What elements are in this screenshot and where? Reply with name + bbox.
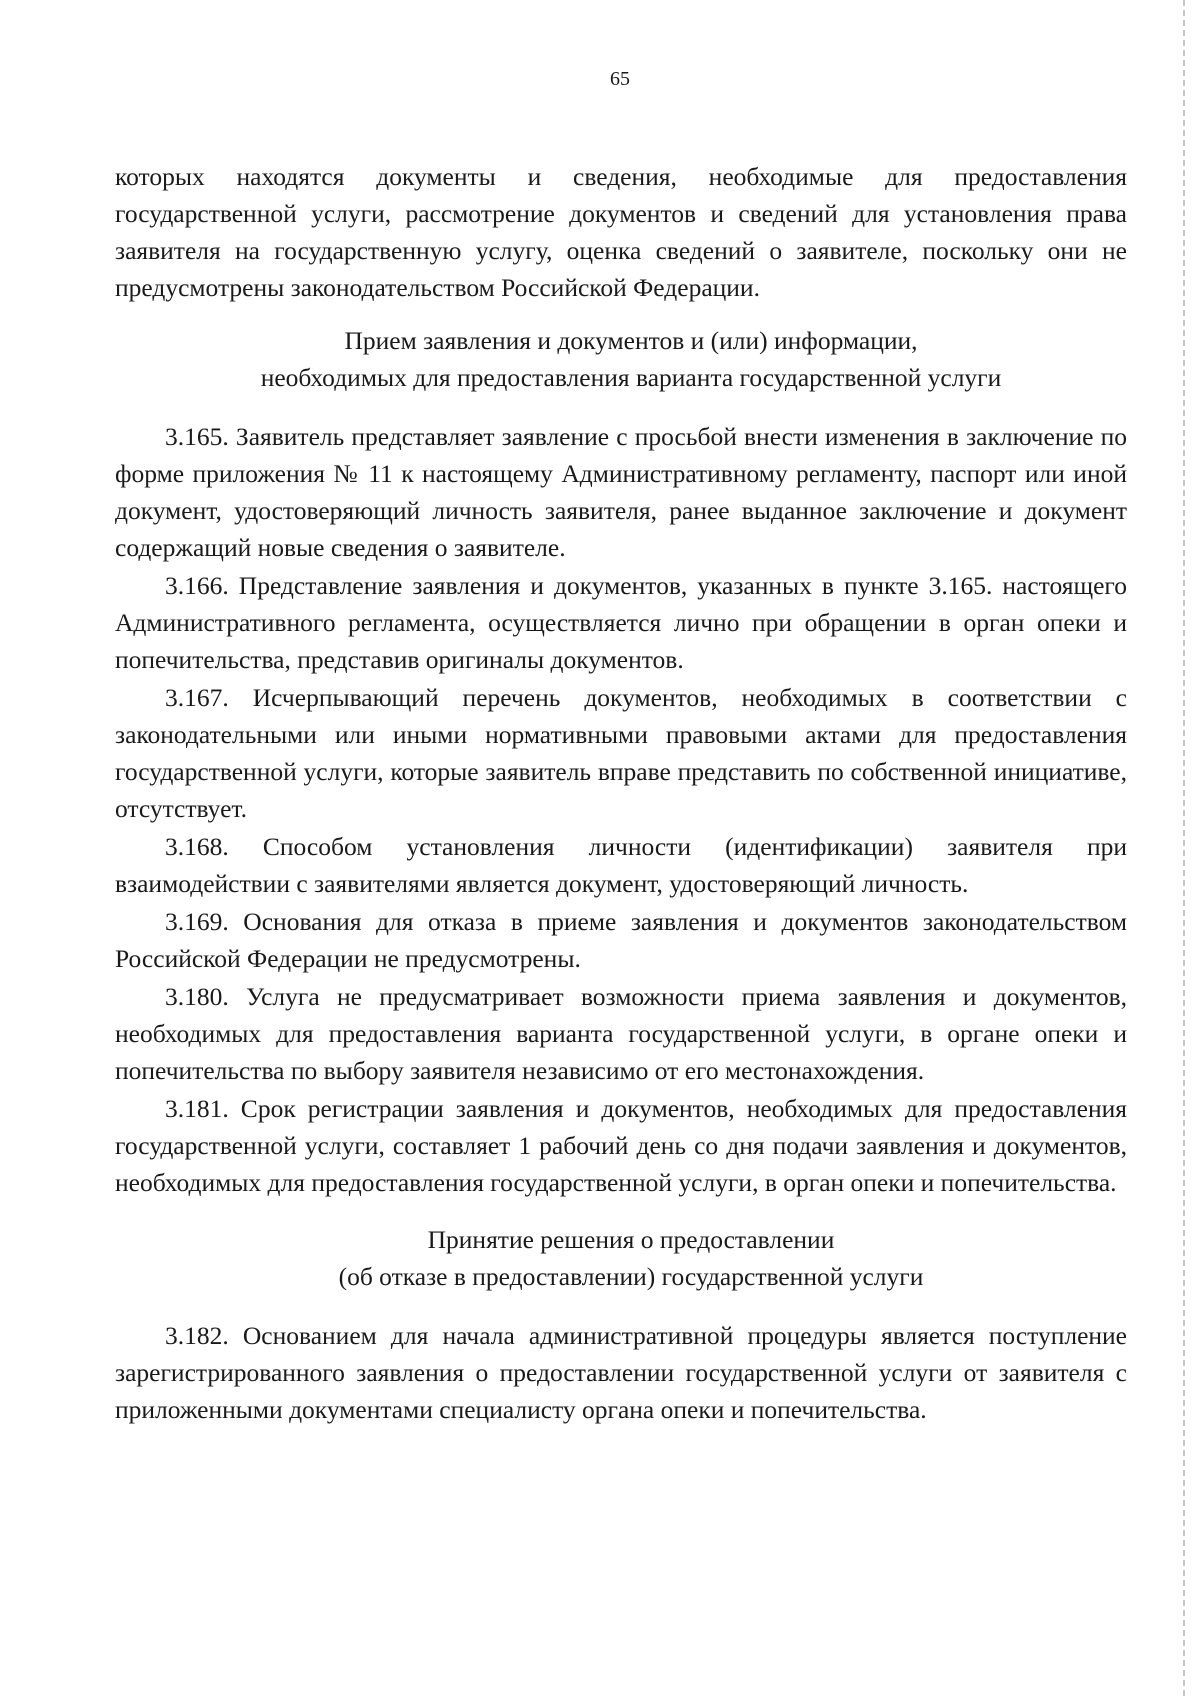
paragraph-3-180: 3.180. Услуга не предусматривает возможности приема заявления и документов, необходимых для предоставления варианта государственной услуги, в органе опеки и попечительства по выбору заявителя независимо от его местонахождения. bbox=[115, 982, 1127, 1085]
section-heading-line: Прием заявления и документов и (или) информации, bbox=[344, 326, 918, 355]
scan-edge-line bbox=[1183, 0, 1185, 1696]
section-heading-line: (об отказе в предоставлении) государственной услуги bbox=[338, 1262, 924, 1291]
document-body bbox=[115, 158, 1127, 1429]
paragraph-3-168: 3.168. Способом установления личности (идентификации) заявителя при взаимодействии с заявителями является документ, удостоверяющий личность. bbox=[115, 832, 1127, 898]
paragraph-3-182: 3.182. Основанием для начала административной процедуры является поступление зарегистрированного заявления о предоставлении государственной услуги от заявителя с приложенными документами специалисту органа опеки и попечительства. bbox=[115, 1321, 1127, 1424]
paragraph-3-166: 3.166. Представление заявления и документов, указанных в пункте 3.165. настоящего Административного регламента, осуществляется лично при обращении в орган опеки и попечительства, представив оригиналы документов. bbox=[115, 571, 1127, 674]
paragraph-3-165: 3.165. Заявитель представляет заявление с просьбой внести изменения в заключение по форме приложения № 11 к настоящему Административному регламенту, паспорт или иной документ, удостоверяющий личность заявителя, ранее выданное заключение и документ содержащий новые сведения о заявителе. bbox=[115, 422, 1127, 562]
paragraph-3-167: 3.167. Исчерпывающий перечень документов, необходимых в соответствии с законодательными или иными нормативными правовыми актами для предоставления государственной услуги, которые заявитель вправе представить по собственной инициативе, отсутствует. bbox=[115, 683, 1127, 823]
section-heading-decision bbox=[115, 1221, 1127, 1295]
section-heading-line: Принятие решения о предоставлении bbox=[427, 1225, 835, 1254]
paragraph-3-169: 3.169. Основания для отказа в приеме заявления и документов законодательством Российской Федерации не предусмотрены. bbox=[115, 907, 1127, 973]
section-heading-reception bbox=[115, 322, 1127, 396]
section-heading-line: необходимых для предоставления варианта государственной услуги bbox=[260, 363, 1002, 392]
continuation-paragraph: которых находятся документы и сведения, необходимые для предоставления государственной услуги, рассмотрение документов и сведений для установления права заявителя на государственную услугу, оценка сведений о заявителе, поскольку они не предусмотрены законодательством Российской Федерации. bbox=[115, 162, 1127, 302]
page-number: 65 bbox=[610, 68, 630, 90]
paragraph-3-181: 3.181. Срок регистрации заявления и документов, необходимых для предоставления государственной услуги, составляет 1 рабочий день со дня подачи заявления и документов, необходимых для предоставления государственной услуги, в орган опеки и попечительства. bbox=[115, 1094, 1127, 1197]
